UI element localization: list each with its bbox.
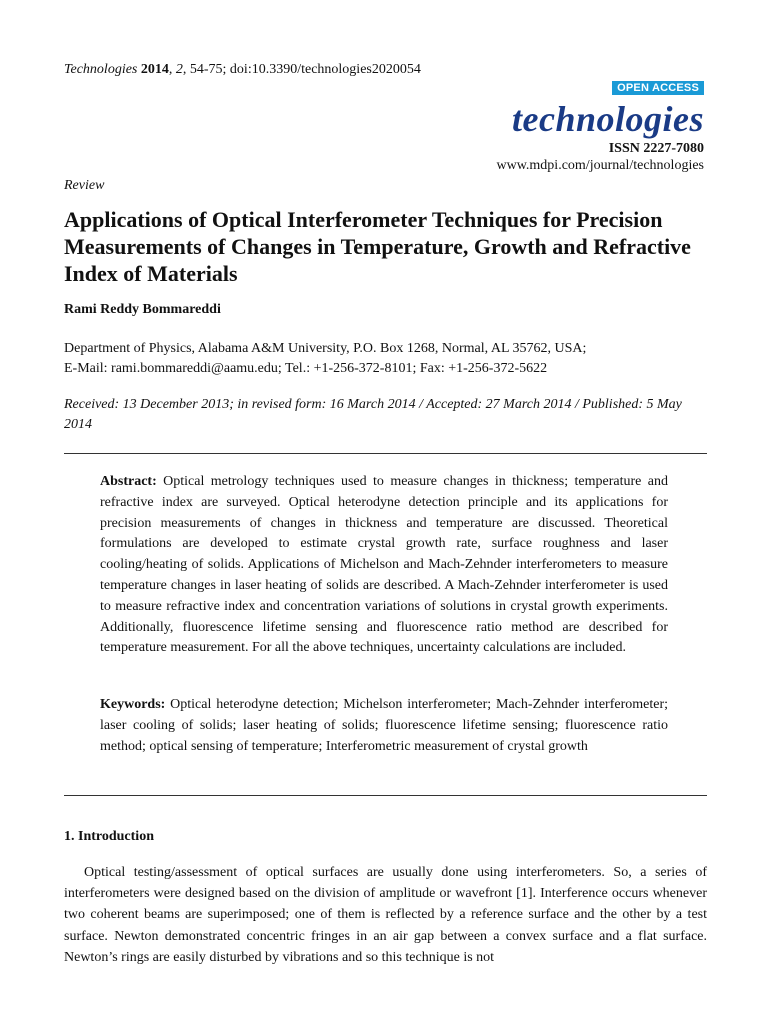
abstract-label: Abstract:	[100, 474, 157, 489]
journal-logo: technologies	[512, 99, 704, 139]
article-title: Applications of Optical Interferometer Techniques for Precision Measurements of Changes in Temperature, Growth and Refractive Index of Materials	[64, 207, 691, 286]
section-heading-introduction: 1. Introduction	[64, 829, 154, 844]
citation-journal: Technologies	[64, 62, 138, 77]
open-access-badge: OPEN ACCESS	[612, 81, 704, 95]
affiliation: Department of Physics, Alabama A&M University, P.O. Box 1268, Normal, AL 35762, USA;	[64, 341, 587, 356]
issn: ISSN 2227-7080	[608, 141, 704, 156]
contact-info: E-Mail: rami.bommareddi@aamu.edu; Tel.: +1-256-372-8101; Fax: +1-256-372-5622	[64, 361, 548, 376]
author-name: Rami Reddy Bommareddi	[64, 302, 221, 317]
article-type: Review	[64, 178, 105, 193]
publication-dates: Received: 13 December 2013; in revised form: 16 March 2014 / Accepted: 27 March 2014 / Published: 5 May 2014	[64, 397, 682, 432]
keywords	[100, 695, 668, 757]
keywords-text: Optical heterodyne detection; Michelson interferometer; Mach-Zehnder interferometer; laser cooling of solids; laser heating of solids; fluorescence lifetime sensing; fluorescence ratio method; optical sensing of temperature; Interferometric measurement of crystal growth	[100, 697, 668, 754]
journal-url[interactable]: www.mdpi.com/journal/technologies	[496, 158, 704, 173]
affiliation-block	[64, 339, 586, 379]
citation-year: 2014	[140, 62, 169, 77]
abstract-text: Optical metrology techniques used to measure changes in thickness; temperature and refractive index are surveyed. Optical heterodyne detection principle and its applications for precision measurements of changes in thickness and temperature are discussed. Theoretical formulations are developed to estimate crystal growth rate, surface roughness and laser cooling/heating of solids. Applications of Michelson and Mach-Zehnder interferometers to measure temperature changes in laser heating of solids are described. A Mach-Zehnder interferometer is used to measure refractive index and concentration variations of solutions in crystal growth experiments. Additionally, fluorescence lifetime sensing and fluorescence ratio method are described for temperature measurement. For all the above techniques, uncertainty calculations are included.	[100, 474, 668, 656]
introduction-paragraph: Optical testing/assessment of optical surfaces are usually done using interferometers. So, a series of interferometers were designed based on the division of amplitude or wavefront [1]. Interference occurs whenever two coherent beams are superimposed; one of them is reflected by a reference surface and the other by a test surface. Newton demonstrated concentric fringes in an air gap between a convex surface and a flat surface. Newton’s rings are easily disturbed by vibrations and so this technique is not	[64, 865, 707, 965]
divider-bottom	[64, 795, 707, 796]
abstract	[100, 472, 668, 659]
keywords-label: Keywords:	[100, 697, 166, 712]
divider-top	[64, 453, 707, 454]
citation-volume: 2	[175, 62, 183, 77]
citation-line: Technologies 2014, 2, 54-75; doi:10.3390/technologies2020054	[64, 62, 421, 77]
citation-pages-doi: , 54-75; doi:10.3390/technologies2020054	[182, 62, 421, 77]
